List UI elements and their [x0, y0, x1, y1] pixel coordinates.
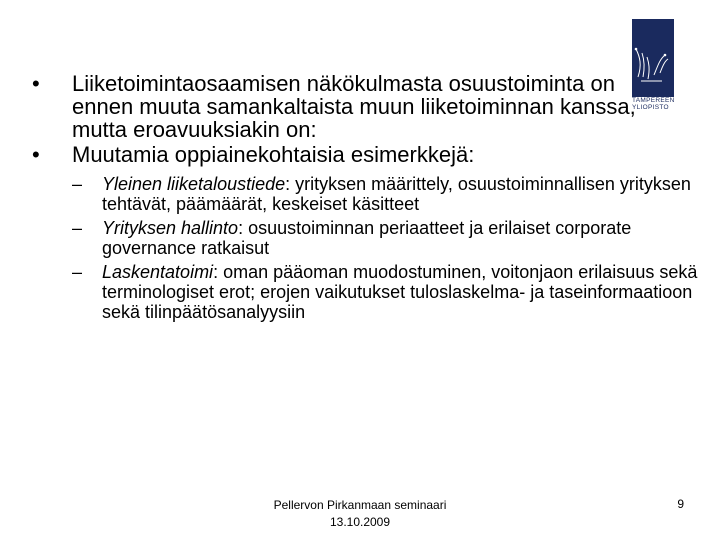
footer-title: Pellervon Pirkanmaan seminaari: [273, 498, 447, 512]
dash-icon: –: [72, 262, 83, 282]
dash-icon: –: [72, 218, 83, 238]
footer: [240, 497, 480, 531]
page-number: 9: [677, 497, 684, 511]
sub-item-3: [28, 262, 702, 322]
logo-text-line1: TAMPEREEN: [632, 97, 675, 104]
bullet-text: Muutamia oppiainekohtaisia esimerkkejä:: [72, 142, 475, 167]
sub-item-text: : yrityksen määrittely, osuustoiminnallisen yrityksen tehtävät, päämäärät, keskeiset käsitteet: [102, 174, 691, 214]
sub-item-term: Laskentatoimi: [102, 262, 214, 282]
bullet-icon: •: [32, 142, 40, 167]
dash-icon: –: [72, 174, 83, 194]
bullet-text: Liiketoimintaosaamisen näkökulmasta osuustoiminta on ennen muuta samankaltaista muun liiketoiminnan kanssa, mutta eroavuuksiakin on:: [72, 71, 636, 142]
slide-body: [28, 71, 698, 326]
sub-item-text: : oman pääoman muodostuminen, voitonjaon erilaisuus sekä terminologiset erot; erojen vaikutukset tuloslaskelma- ja taseinformaatioon sekä tilinpäätösanalyysiin: [102, 262, 698, 322]
sub-item-text: : osuustoiminnan periaatteet ja erilaiset corporate governance ratkaisut: [102, 218, 632, 258]
sub-item-term: Yleinen liiketaloustiede: [102, 174, 286, 194]
sub-item-1: [28, 174, 702, 214]
bullet-item-2: [28, 143, 678, 166]
bullet-icon: •: [32, 71, 40, 96]
logo-text-line2: YLIOPISTO: [632, 104, 669, 111]
bullet-item-1: [28, 72, 678, 141]
footer-date: 13.10.2009: [329, 515, 391, 529]
sub-item-2: [28, 218, 702, 258]
sub-list: [28, 174, 698, 322]
sub-item-term: Yrityksen hallinto: [102, 218, 239, 238]
